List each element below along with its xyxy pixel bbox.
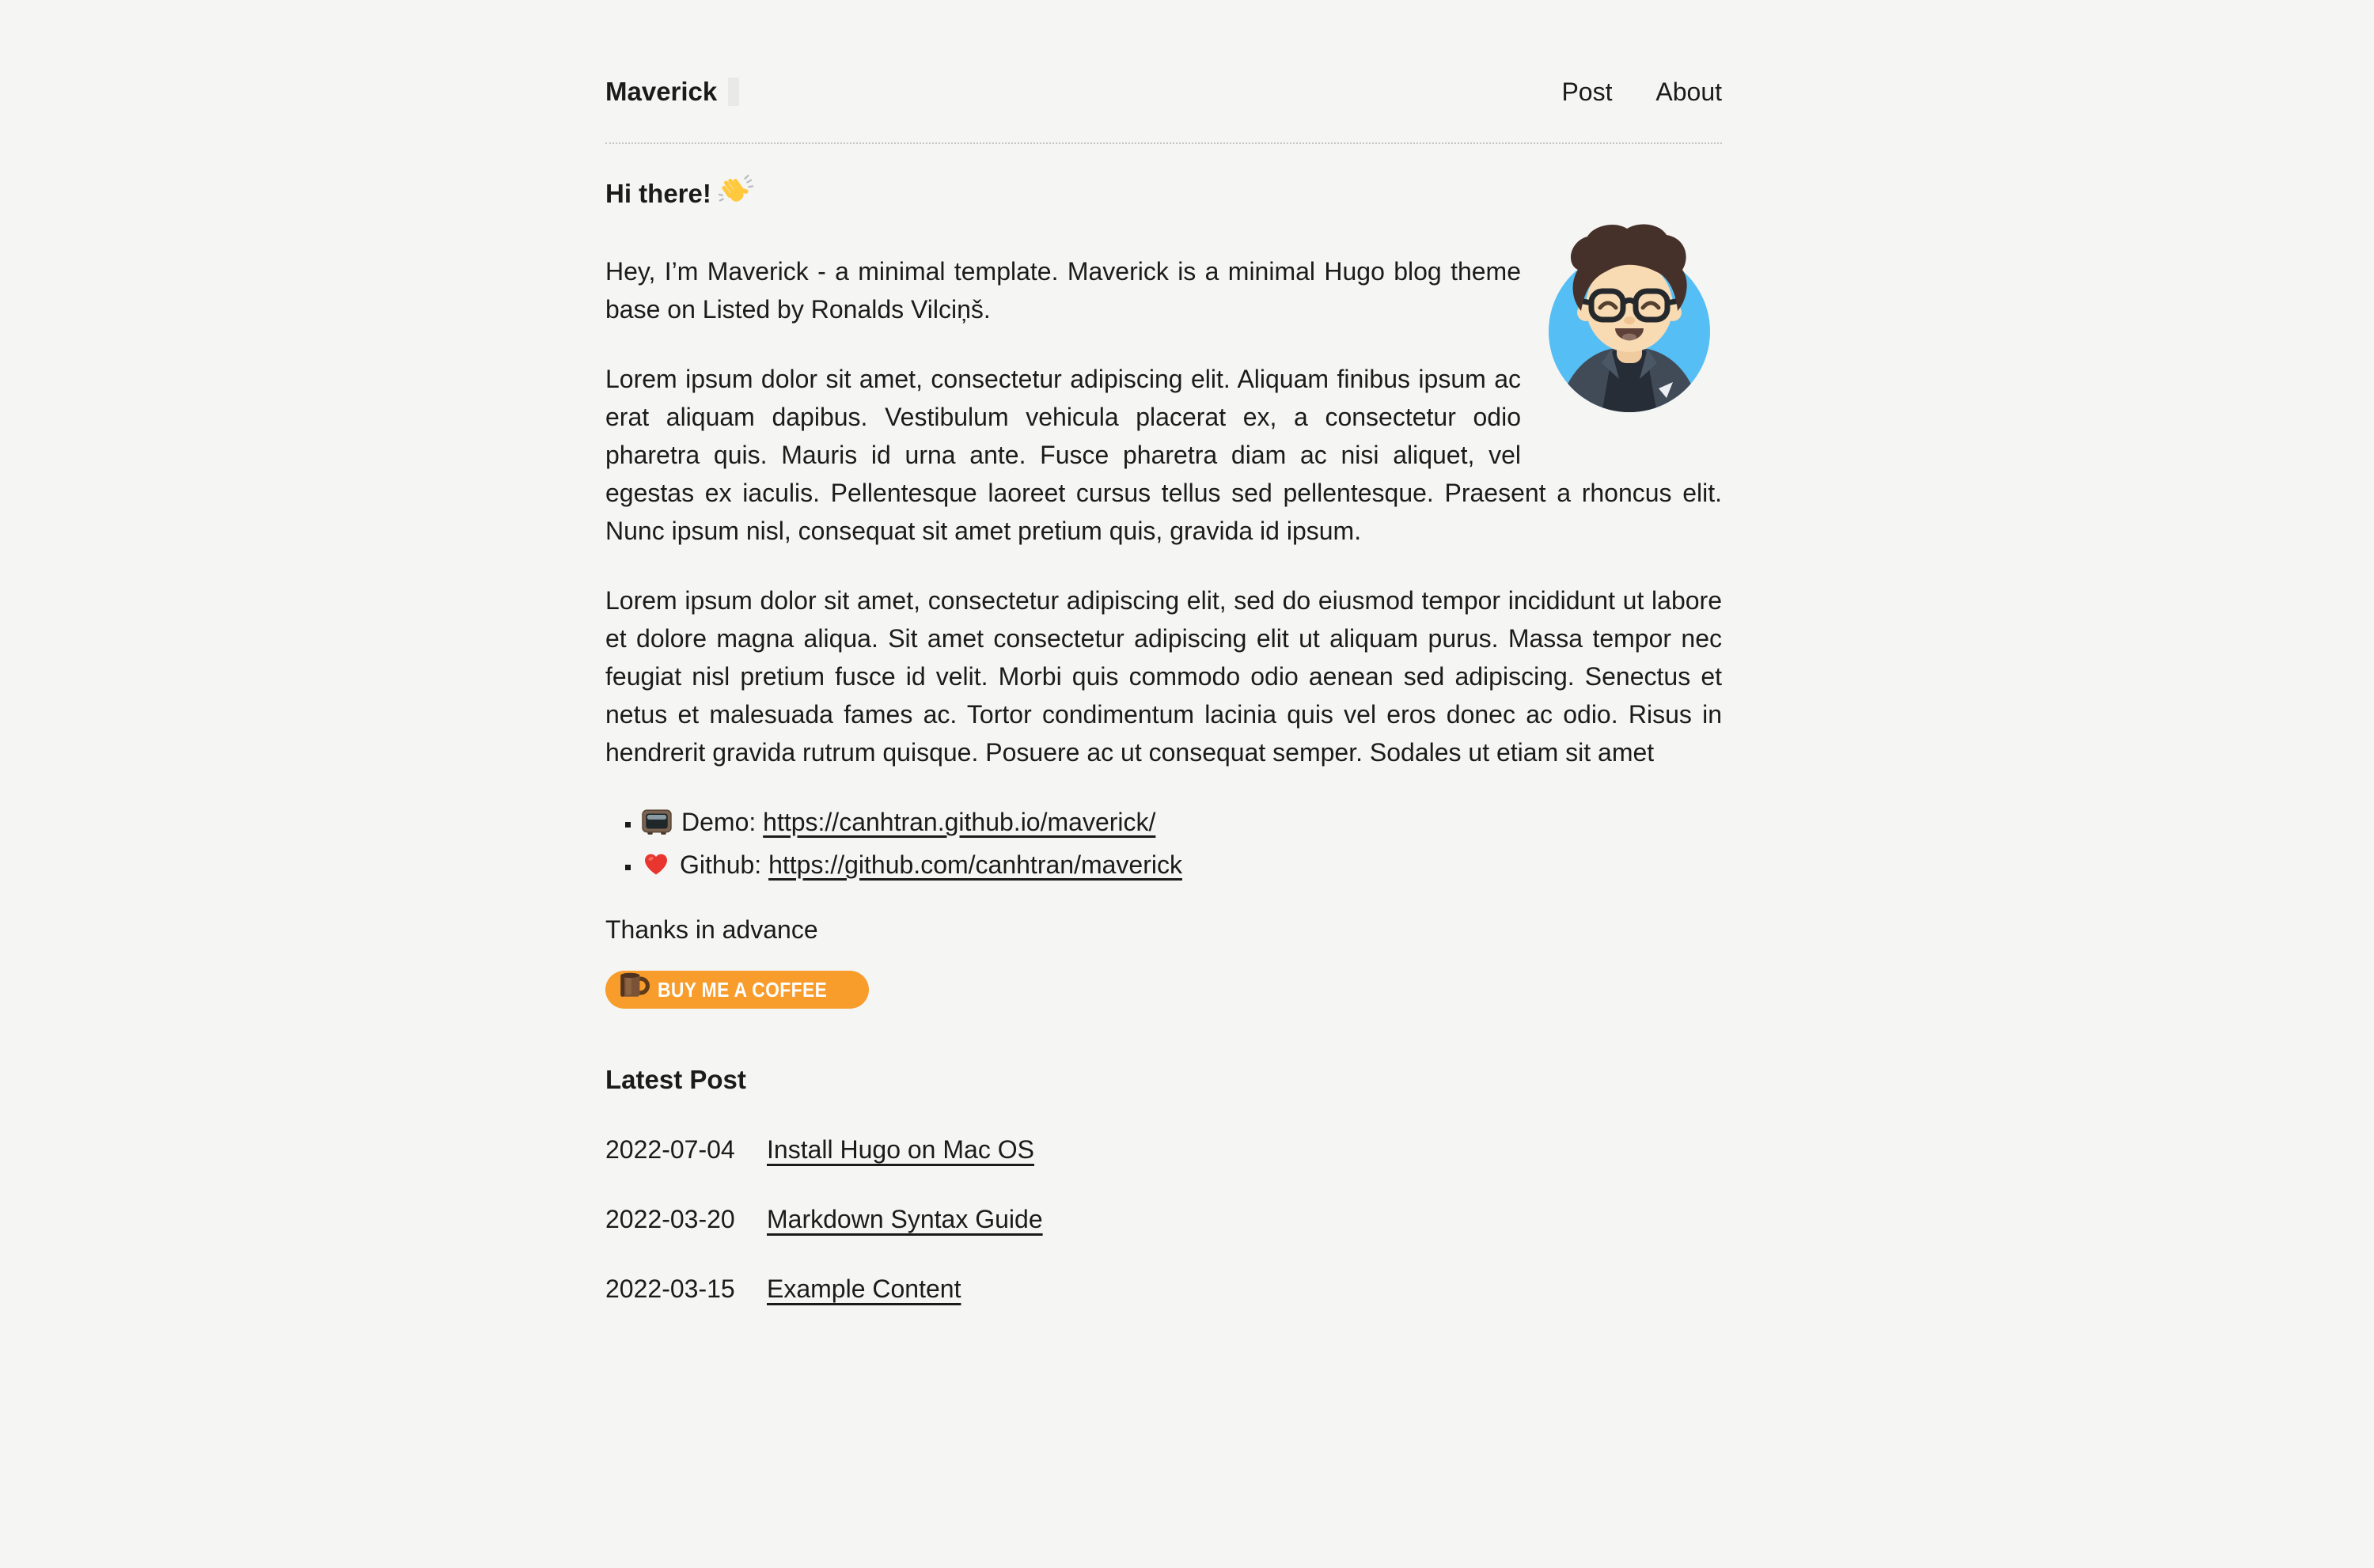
content-column [605,0,1722,1308]
text-cursor-block [728,78,739,106]
latest-post-heading: Latest Post [605,1065,746,1094]
site-title-wrap [605,73,739,111]
buy-me-a-coffee-button[interactable] [605,971,869,1009]
lorem-paragraph-1: Lorem ipsum dolor sit amet, consectetur adipiscing elit. Aliquam finibus ipsum ac erat aliquam dapibus. Vestibulum vehicula placerat ex, a consectetur odio pharetra quis. Mauris id urna ante. Fusce pharetra diam ac nisi aliquet, vel egestas ex iaculis. Pellentesque laoreet cursus tellus sed pellentesque. Praesent a rhoncus elit. Nunc ipsum nisl, consequat sit amet pretium quis, gravida id ipsum. [605,365,1722,545]
post-title-link[interactable]: Markdown Syntax Guide [767,1205,1043,1233]
main-content [605,174,1722,1308]
post-date: 2022-03-20 [605,1205,735,1233]
post-date: 2022-07-04 [605,1135,735,1164]
waving-hand-icon [718,174,754,221]
lorem-paragraph-2: Lorem ipsum dolor sit amet, consectetur adipiscing elit, sed do eiusmod tempor incididunt ut labore et dolore magna aliqua. Sit amet consectetur adipiscing elit ut aliquam purus. Massa tempor nec feugiat nisl pretium fusce id velit. Morbi quis commodo odio aenean sed adipiscing. Senectus et netus et malesuada fames ac. Tortor condimentum lacinia quis vel eros donec ac odio. Risus in hendrerit gravida rutrum quisque. Posuere ac ut consequat semper. Sodales ut etiam sit amet [605,586,1722,767]
post-date: 2022-03-15 [605,1274,735,1303]
post-title-link[interactable]: Install Hugo on Mac OS [767,1135,1034,1164]
post-row [605,1131,1722,1168]
main-nav [1525,73,1722,111]
link-list [605,803,1722,888]
list-item-demo [642,803,1722,846]
coffee-mug-icon [616,968,650,1012]
list-item-github [642,846,1722,888]
coffee-button-label: BUY ME A COFFEE [658,978,828,1002]
nav-item-about[interactable]: About [1655,78,1722,106]
thanks-text: Thanks in advance [605,915,818,944]
github-link[interactable]: https://github.com/canhtran/maverick [768,850,1182,879]
greeting-text: Hi there! [605,179,711,208]
post-row [605,1270,1722,1308]
link-label: Demo: [681,808,757,836]
intro-paragraph: Hey, I’m Maverick - a minimal template. Maverick is a minimal Hugo blog theme base on Listed by Ronalds Vilciņš. [605,257,1521,324]
post-title-link[interactable]: Example Content [767,1274,961,1303]
red-heart-icon [642,850,670,888]
man-with-glasses-avatar [1543,224,1722,414]
greeting-heading [605,174,1722,221]
demo-link[interactable]: https://canhtran.github.io/maverick/ [763,808,1156,836]
tv-icon [642,808,672,846]
site-title-link[interactable]: Maverick [605,77,718,106]
post-row [605,1200,1722,1238]
nav-item-post[interactable]: Post [1561,78,1613,106]
link-label: Github: [680,850,762,879]
site-header [605,0,1722,144]
